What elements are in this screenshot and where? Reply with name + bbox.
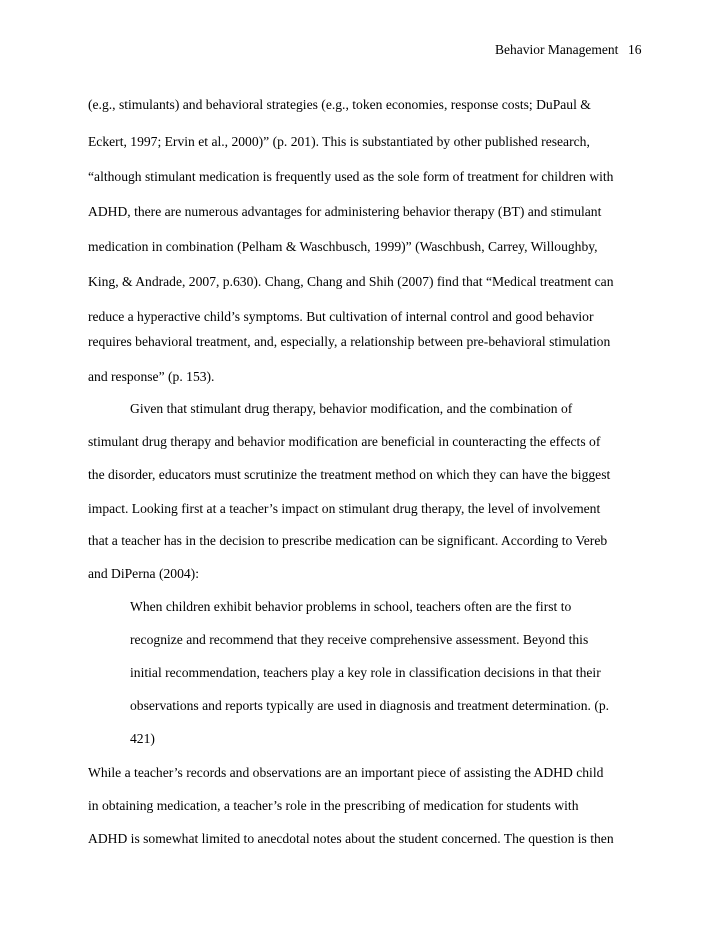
text-line: and response” (p. 153). — [88, 369, 215, 384]
page-number: 16 — [628, 42, 642, 57]
quote-line: 421) — [130, 731, 155, 746]
text-line: ADHD, there are numerous advantages for administering behavior therapy (BT) and stimulant — [88, 204, 602, 219]
running-head-title: Behavior Management — [495, 42, 619, 57]
quote-line: initial recommendation, teachers play a key role in classification decisions in that their — [130, 665, 601, 680]
text-line: medication in combination (Pelham & Waschbusch, 1999)” (Waschbush, Carrey, Willoughby, — [88, 239, 598, 254]
text-line: ADHD is somewhat limited to anecdotal notes about the student concerned. The question is then — [88, 831, 614, 846]
text-line: (e.g., stimulants) and behavioral strategies (e.g., token economies, response costs; DuPaul & — [88, 97, 591, 112]
text-line: reduce a hyperactive child’s symptoms. But cultivation of internal control and good behavior — [88, 309, 594, 324]
quote-line: observations and reports typically are used in diagnosis and treatment determination. (p. — [130, 698, 610, 713]
quote-line: recognize and recommend that they receive comprehensive assessment. Beyond this — [130, 632, 589, 647]
text-line: While a teacher’s records and observations are an important piece of assisting the ADHD child — [88, 765, 604, 780]
text-line: “although stimulant medication is frequently used as the sole form of treatment for children with — [88, 169, 614, 184]
text-line: that a teacher has in the decision to prescribe medication can be significant. According to Vereb — [88, 533, 608, 548]
text-line: Eckert, 1997; Ervin et al., 2000)” (p. 201). This is substantiated by other published research, — [88, 134, 590, 149]
text-line: the disorder, educators must scrutinize the treatment method on which they can have the biggest — [88, 467, 611, 482]
text-line: King, & Andrade, 2007, p.630). Chang, Chang and Shih (2007) find that “Medical treatment can — [88, 274, 614, 289]
text-line: in obtaining medication, a teacher’s role in the prescribing of medication for students with — [88, 798, 579, 813]
text-line: requires behavioral treatment, and, especially, a relationship between pre-behavioral stimulation — [88, 334, 611, 349]
running-head — [0, 42, 728, 62]
text-line: impact. Looking first at a teacher’s impact on stimulant drug therapy, the level of involvement — [88, 501, 601, 516]
text-line: Given that stimulant drug therapy, behavior modification, and the combination of — [130, 401, 573, 416]
text-line: stimulant drug therapy and behavior modification are beneficial in counteracting the effects of — [88, 434, 601, 449]
text-line: and DiPerna (2004): — [88, 566, 199, 581]
quote-line: When children exhibit behavior problems in school, teachers often are the first to — [130, 599, 572, 614]
